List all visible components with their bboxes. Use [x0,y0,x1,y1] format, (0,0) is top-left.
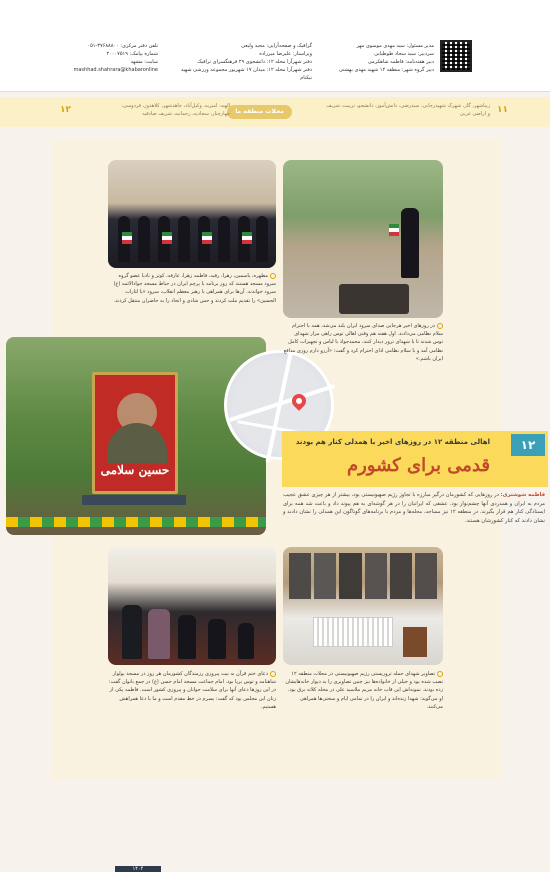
portrait-frame [339,553,361,599]
figure [256,216,268,262]
neighborhood-strip [0,97,550,127]
poster-stand [82,495,186,505]
contact-line: تلفن دفتر مرکزی: ۳۷۶۸۸۸۰۰-۰۵۱ [87,43,158,49]
layout-line: دفتر شهرآرا محله ۱۲: دانشجوی ۲۹ فرهنگسرای ترافیک [197,59,312,65]
neighborhood-list-right: زیبا‌شهر، گاز، شهرک شهیدرجایی، سیدرضی، دانش‌آموز، دانشجو، تربیت، شریف و اراضی غربی [326,103,490,117]
layout-line: ویراستار: علیرضا میرزاده [259,51,312,57]
photo-boy-saluting [283,160,443,318]
poster-year: ۱۴۰۴ [115,866,161,872]
lead-text: در روزهایی که کشورمان درگیر مبارزه با تجاوز رژیم صهیونیستی بود، بیشتر از هر چیزی عشق عجیب مردم به ایران و همدردی آنها چشم‌نواز بود. عشقی که ایرانیان را در هر گوشه‌ای به هم پیوند داد و باعث شد همه برای ایستادگی کنار هم قرار بگیرند. در منطقه ۱۲ نیز مساجد، محله‌ها و مردم با برنامه‌های گوناگون این همدلی را نشان دادند و نشان دادند که کنار کشورشان هستند. [283,492,546,524]
iran-flag-icon [162,232,172,244]
iran-flag-icon [242,232,252,244]
byline: فاطمه شوشتری: [500,492,545,498]
iran-flag-icon [202,232,212,244]
side-table [403,627,427,657]
caption-bullet-icon [437,671,443,677]
contact-info [58,42,158,74]
headline-box [282,431,548,487]
contact-line: mashhad.shahrara@khabaronline [73,67,158,73]
page-number-right: ۱۱ [497,105,508,115]
caption-prayer [108,670,276,711]
lead-paragraph [283,491,545,525]
caption-text: تصاویر شهدای حمله تروریستی رژیم صهیونیستی در محلات منطقه ۱۲ نصب شده بود و خیلی از خانواده‌ها نیز چنین تصاویری را به دیوار خانه‌هایشان زده بودند. نمونه‌اش این قاب خانه مریم ملاسید علی در محله کلاته برق بود. او می‌گوید: شهدا زنده‌اند و ایران را در تمامی ایام و سختی‌ها همراهی می‌کنند. [285,671,443,710]
headline-kicker: اهالی منطقه ۱۲ در روزهای اخیر با همدلی کنار هم بودند [295,438,490,446]
caption-bullet-icon [270,671,276,677]
iran-flag-icon [122,232,132,244]
district-number-badge: ۱۲ [511,434,545,456]
editor-line: دبیر گروه شهر: منطقه ۱۲ شهید مهدی بهشتی [339,67,434,73]
qr-code-icon [440,40,472,72]
figure [138,216,150,262]
portrait-frame [314,553,336,599]
grave-stone [339,284,409,314]
photo-women-prayer [108,547,276,665]
page-number-left: ۱۲ [60,105,71,115]
contact-line: شماره پیامک: ۲۰۰۰۷۵۱۹ [106,51,158,57]
caption-portraits [283,670,443,711]
figure [218,216,230,262]
caption-bullet-icon [270,273,276,279]
neighborhood-list-left: الهیه، امیریه، وکیل‌آباد، جاهدشهر، کلاهدوز، فردوسی، چهارچنار، سجادیه، رحمانیه، شریف صادقیه [121,103,230,117]
figure [238,623,254,659]
caption-text: دعای ختم قرآن به نیت پیروزی رزمندگان کشورمان هر روز در مسجد بولوار شاهنامه و توس برپا بود. امام جماعت مسجد امام حسن (ع) در جمع بانوان گفت: در این روزها دعای آنها برای سلامت جوانان و پیروزی کشور است. فاطمه یکی از زنان این مجلس بود که گفت: پسرم در خط مقدم است و ما با دعا همراهش هستیم. [108,671,276,710]
layout-line: گرافیک و صفحه‌آرایی: مجید ولیعی [241,43,312,49]
caption-text: مطهره، یاسمین، زهرا، رقیه، فاطمه زهرا، عارفه، کوثر و نادیا عضو گروه سرود مسجد هستند که روز برنامه با پرچم ایران در حیاط مسجد جوادالائمه (ع) سرود خواندند. آن‌ها برای همراهی با رهبر معظم انقلاب، سرود «یا لثارات الحسین» را تقدیم ملت کردند و حس شادی و اتحاد را به حاضران منتقل کردند. [113,273,276,304]
curb-stripe [6,517,266,527]
contact-line: سایت: مشهد [130,59,158,65]
portrait-uniform [107,423,167,463]
editor-line: سردبیر: سید سجاد طوطیایی [374,51,434,57]
figure [148,609,170,659]
editor-line: مدیر مسئول: سید مهدی موسوی مهر [356,43,434,49]
caption-bullet-icon [437,323,443,329]
martyr-poster [92,372,178,872]
photo-martyr-portraits-wall [283,547,443,665]
radiator [313,617,393,647]
caption-text: در روزهای اخیر هرجایی صدای سرود ایران بلند می‌شد، همه با احترام سلام نظامی می‌دادند. اول هفته هم وقتی اهالی توس راهی مزار شهدای توس شدند تا با شهدای ترور دیدار کنند، محمدجواد با لباس و تجهیزات کامل نظامی آمد و با سلام نظامی ادای احترام کرد و گفت: «آرزو دارم روزی مدافع ایران باشم.» [283,323,443,362]
caption-salute [283,322,443,363]
layout-info [172,42,312,82]
headline-title: قدمی برای کشورم [346,455,490,476]
portrait-frame [365,553,387,599]
masthead [0,0,550,92]
figure [178,615,196,659]
poster-name: حسین سلامی [100,463,170,477]
figure [401,208,419,278]
figure [208,619,226,659]
caption-choir [108,272,276,305]
figure [122,605,142,659]
portrait-row [289,553,437,599]
portrait-frame [289,553,311,599]
iran-flag-icon [389,224,399,236]
editor-line: دبیر هفته‌نامه: فاطمه شاهکرمی [367,59,434,65]
section-pill: محلات منطقه ما [227,105,292,119]
editorial-info [324,42,434,74]
photo-choir-girls [108,160,276,268]
portrait-frame [390,553,412,599]
portrait-frame [415,553,437,599]
layout-line: دفتر شهرآرا محله ۱۲: میدان ۱۷ شهریور مجموعه ورزشی شهید نیکنام [180,67,312,81]
figure [178,216,190,262]
